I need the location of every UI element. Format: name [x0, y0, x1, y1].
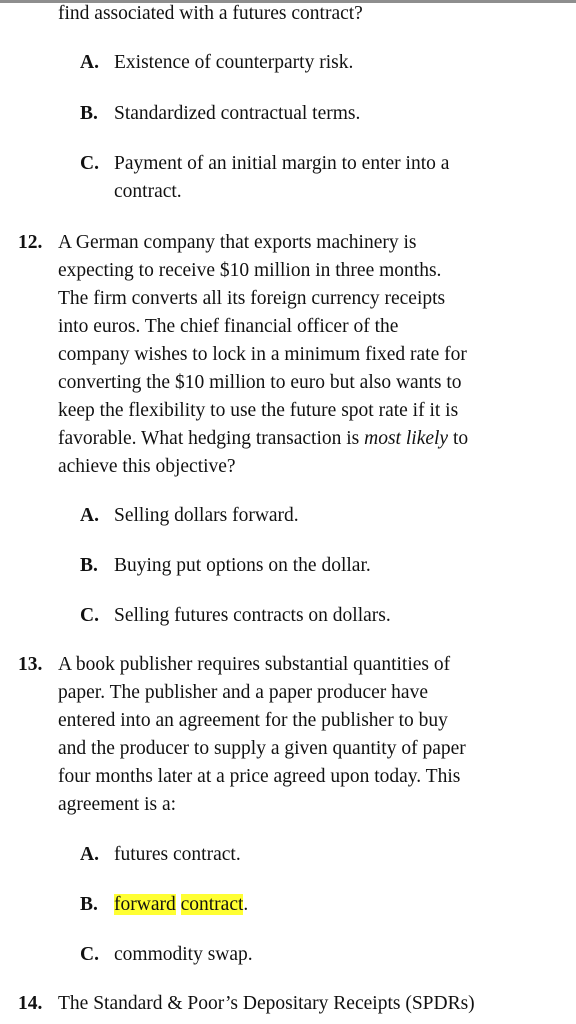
option-text: Payment of an initial margin to enter into a [114, 153, 450, 174]
question-line: and the producer to supply a given quantity of paper [58, 738, 466, 759]
option-letter: C. [80, 605, 99, 626]
question-line: agreement is a: [58, 794, 177, 815]
question-line: into euros. The chief financial officer of the [58, 316, 399, 337]
q12-option-c[interactable] [80, 602, 391, 630]
highlighted-word: contract [180, 894, 244, 915]
prev-option-b[interactable] [80, 100, 360, 128]
q13-option-c[interactable] [80, 941, 253, 969]
question-line: A German company that exports machinery is [58, 232, 417, 253]
question-line: achieve this objective? [58, 456, 236, 477]
question-line: four months later at a price agreed upon today. This [58, 766, 461, 787]
q13-option-b[interactable] [80, 891, 248, 919]
option-text: contract. [114, 181, 182, 202]
option-letter: C. [80, 944, 99, 965]
prev-option-c-continued [80, 178, 182, 206]
highlighted-word: forward [114, 894, 176, 915]
prev-option-c[interactable] [80, 150, 449, 178]
prev-option-a[interactable] [80, 49, 353, 77]
option-letter: C. [80, 153, 99, 174]
question-line: The firm converts all its foreign currency receipts [58, 288, 446, 309]
emphasis-text: most likely [364, 428, 449, 449]
option-letter: A. [80, 52, 99, 73]
question-line: converting the $10 million to euro but also wants to [58, 372, 462, 393]
question-line: expecting to receive $10 million in three months. [58, 260, 442, 281]
question-12-text [58, 229, 558, 481]
option-text: commodity swap. [114, 944, 253, 965]
option-text: Existence of counterparty risk. [114, 52, 354, 73]
question-line-emphasis [58, 425, 558, 453]
option-text: Selling futures contracts on dollars. [114, 605, 391, 626]
question-number-14: 14. [18, 993, 43, 1014]
option-letter: B. [80, 894, 98, 915]
question-14-text: The Standard & Poor’s Depositary Receipts (SPDRs) [58, 993, 475, 1014]
question-line: A book publisher requires substantial quantities of [58, 654, 451, 675]
option-letter: A. [80, 505, 99, 526]
option-text: Selling dollars forward. [114, 505, 299, 526]
question-number-12: 12. [18, 232, 43, 253]
question-line: keep the flexibility to use the future spot rate if it is [58, 400, 459, 421]
option-text: Standardized contractual terms. [114, 103, 361, 124]
option-letter: B. [80, 103, 98, 124]
q12-option-a[interactable] [80, 502, 299, 530]
q12-option-b[interactable] [80, 552, 371, 580]
question-number-13: 13. [18, 654, 43, 675]
q13-option-a[interactable] [80, 841, 241, 869]
text-run: to [448, 428, 469, 449]
question-13-text [58, 651, 558, 819]
question-line: company wishes to lock in a minimum fixed rate for [58, 344, 467, 365]
prev-question-tail: find associated with a futures contract? [58, 3, 363, 24]
option-text: futures contract. [114, 844, 241, 865]
question-line: paper. The publisher and a paper producer have [58, 682, 428, 703]
option-letter: B. [80, 555, 98, 576]
text-run: favorable. What hedging transaction is [58, 428, 365, 449]
question-line: entered into an agreement for the publisher to buy [58, 710, 448, 731]
option-text: Buying put options on the dollar. [114, 555, 371, 576]
option-letter: A. [80, 844, 99, 865]
option-text-end: . [243, 894, 249, 915]
